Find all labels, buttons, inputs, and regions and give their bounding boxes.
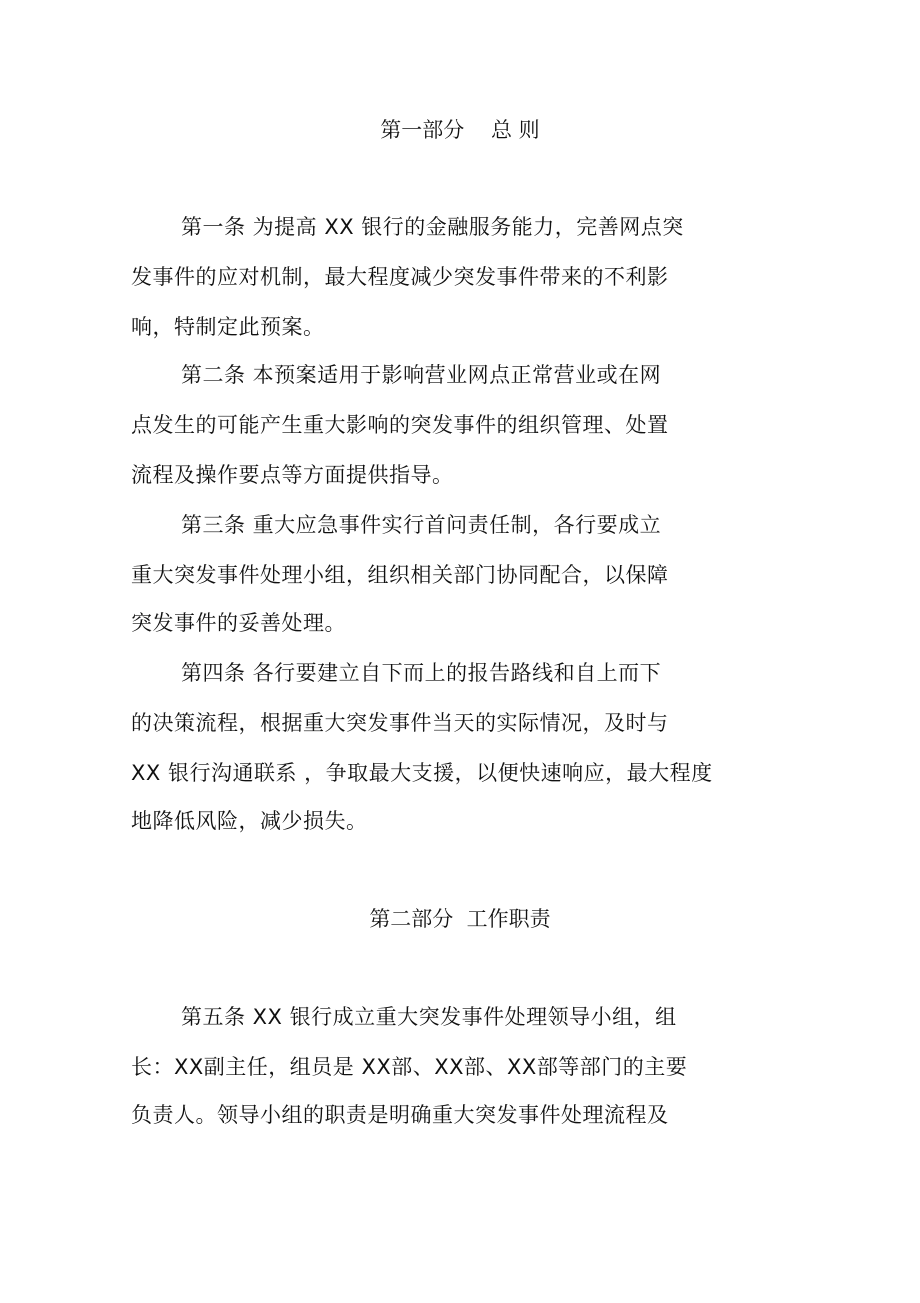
part2-title: 第二部分 工作职责 <box>369 907 551 931</box>
article4-line2: 的决策流程，根据重大突发事件当天的实际情况，及时与 <box>131 711 669 735</box>
article1-line2: 发事件的应对机制，最大程度减少突发事件带来的不利影 <box>131 265 669 289</box>
article3-line1: 第三条 重大应急事件实行首问责任制，各行要成立 <box>181 513 662 537</box>
article4-line1: 第四条 各行要建立自下而上的报告路线和自上而下 <box>181 661 662 685</box>
part1-title: 第一部分 总 则 <box>380 118 540 142</box>
article5-line2: 长：XX副主任，组员是 XX部、XX部、XX部等部门的主要 <box>131 1055 688 1079</box>
article2-line1: 第二条 本预案适用于影响营业网点正常营业或在网 <box>181 363 662 387</box>
article4-line3: XX 银行沟通联系 ，争取最大支援，以便快速响应，最大程度 <box>131 761 713 785</box>
article3-line2: 重大突发事件处理小组，组织相关部门协同配合，以保障 <box>131 563 669 587</box>
article3-line3: 突发事件的妥善处理。 <box>131 611 346 635</box>
article5-line3: 负责人。领导小组的职责是明确重大突发事件处理流程及 <box>131 1103 669 1127</box>
article5-line1: 第五条 XX 银行成立重大突发事件处理领导小组，组 <box>181 1005 677 1029</box>
article2-line3: 流程及操作要点等方面提供指导。 <box>131 463 454 487</box>
article1-line3: 响，特制定此预案。 <box>131 315 325 339</box>
article4-line4: 地降低风险，减少损失。 <box>131 809 368 833</box>
article1-line1: 第一条 为提高 XX 银行的金融服务能力，完善网点突 <box>181 215 684 239</box>
article2-line2: 点发生的可能产生重大影响的突发事件的组织管理、处置 <box>131 413 669 437</box>
